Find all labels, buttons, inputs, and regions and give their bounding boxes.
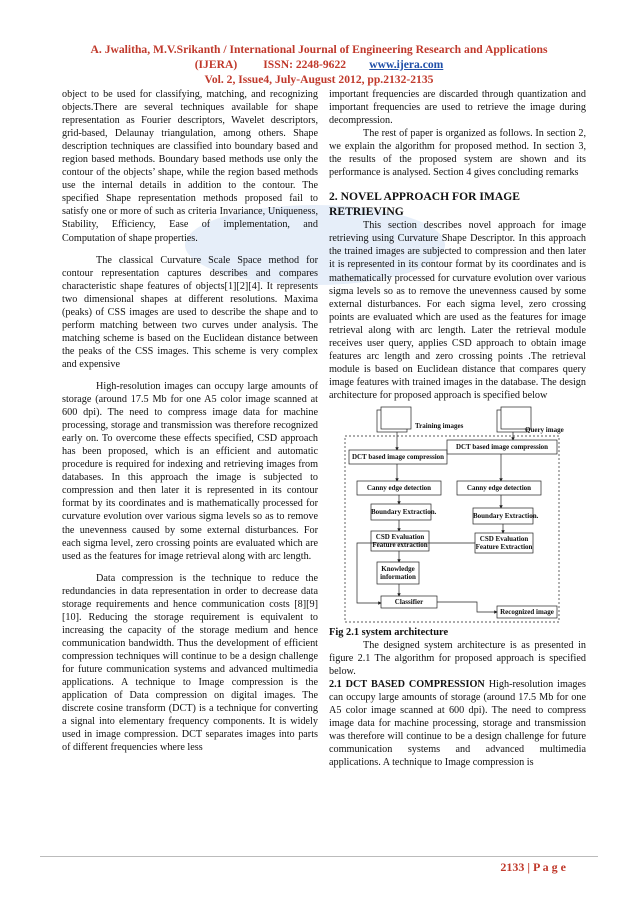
header-url-link[interactable]: www.ijera.com [369,58,444,71]
right-column [329,88,586,770]
section-2-heading: 2. NOVEL APPROACH FOR IMAGE RETRIEVING [329,190,520,219]
right-paragraph-2: The rest of paper is organized as follows. In section 2, we explain the algorithm for proposed method. In section 3, the results of the proposed system are shown and its performance is analysed. Section 4 gives concluding remarks [329,128,586,179]
classifier-label: Classifier [394,597,424,606]
header-issn: ISSN: 2248-9622 [263,58,347,71]
subsection-2-1-heading: 2.1 DCT BASED COMPRESSION [329,679,485,691]
right-paragraph-4: The designed system architecture is as presented in figure 2.1 The algorithm for proposed approach is specified below. [329,640,586,678]
training-image-stack-2 [381,407,411,429]
boundary-right-label: Boundary Extraction. [473,511,539,520]
footer-divider [40,856,598,857]
dct-right-label: DCT based image compression [455,442,549,451]
header-authors: A. Jwalitha, M.V.Srikanth / International Journal of Engineering Research and Applications [90,43,548,56]
left-paragraph-3: High-resolution images can occupy large amounts of storage (around 17.5 Mb for one A5 color image scanned at 600 dpi). The need to compress image data for machine processing, storage and transmission was therefore recognized early on. To overcome these effects specified, CSD approach has been proposed, which is an efficient and automatic procedure is required for indexing and retrieving images from databases. In this approach the image is subjected to compression and then later it is represented in its contour format by its coordinates and is mathematically processed for curvature evolution over various sigma levels so as to remove the unevenness caused by some external disturbances. For each sigma level, zero crossing points are evaluated which are used as the features for image retrieval along with arc length. [62,380,318,562]
left-column [62,88,318,754]
csd-left-label-2: Feature extraction [372,540,428,549]
canny-right-label: Canny edge detection [466,483,532,492]
knowledge-label-2: information [380,572,416,581]
dct-left-label: DCT based image compression [351,452,445,461]
left-paragraph-1: object to be used for classifying, matching, and recognizing objects.There are several techniques available for shape representation as Fourier descriptors, Wavelet descriptors, grid-based, Delaunay triangulation, among others. Shape description techniques are classified into boundary based and region based methods. Boundary based methods use only the contour of the objects’ shape, while the region based methods use the internal details in addition to the contour. The specified Shape representation methods proposed fail to satisfy one or more of such as criteria Invariance, Uniqueness, Stability, Efficiency, Ease of implementation, and Computation of shape properties. [62,89,318,244]
training-images-label: Training images [415,421,464,430]
csd-right-label-1: CSD Evaluation [479,534,529,543]
left-paragraph-4: Data compression is the technique to reduce the redundancies in data representation in order to decrease data storage requirements and hence communication costs [8][9][10]. Reducing the storage requirement is equivalent to increasing the capacity of the storage medium and hence communication bandwidth. Thus the development of efficient compression techniques will continue to be a design challenge for future communication systems and advanced multimedia applications. A technique to Image compression is the application of Data compression on digital images. The discrete cosine transform (DCT) is a technique for converting a signal into elementary frequency components. It is widely used in image compression. DCT separates images into parts of different frequencies where less [62,572,318,754]
canny-left-label: Canny edge detection [366,483,432,492]
page-number: 2133 | P a g e [500,860,566,874]
right-paragraph-3: This section describes novel approach for image retrieving using Curvature Shape Descriptor. In this approach the trained images are subjected to compression and then later it is represented in its contour format by its coordinates and is mathematically processed for curvature evolution over various sigma levels so as to remove the unevenness caused by some external disturbances. For each sigma level, zero crossing points are evaluated which are used as the features for image retrieval along with arc length. Later the retrieval module receives user query, applies CSD approach to obtain image features arc length and zero crossing points .The retrieval module is based on Euclidean distance that compares query image features with trained images in the database. The design architecture for proposed approach is specified below [329,220,586,401]
csd-right-label-2: Feature Extraction [475,542,533,551]
system-architecture-figure [337,406,565,624]
boundary-left-label: Boundary Extraction. [371,507,437,516]
journal-header [40,42,598,87]
recognized-image-label: Recognized image [500,607,554,616]
right-paragraph-5: High-resolution images can occupy large amounts of storage (around 17.5 Mb for one A5 color image scanned at 600 dpi). The need to compress image data for machine processing, storage and transmission was therefore will continue to be a design challenge for future communication systems and advanced multimedia applications. A technique to Image compression is [329,679,587,769]
csd-left-label-1: CSD Evaluation [375,532,425,541]
left-paragraph-2: The classical Curvature Scale Space method for contour representation captures describes and compares characteristic shape features of objects[1][2][4]. It represents two dimensional shapes at different resolutions. Maxima (peaks) of CSS images are used to describe the shape and to perform matching between two curves under analysis. The matching scheme is based on the Euclidean distance between the peaks of the CSS images. This scheme is very complex and expensive [62,254,318,370]
right-paragraph-1: important frequencies are discarded through quantization and important frequencies are used to retrieve the image during decompression. [329,89,586,127]
knowledge-label-1: Knowledge [381,564,415,573]
query-image-label: Query image [525,425,564,434]
header-journal-abbrev: (IJERA) [194,58,238,71]
figure-caption: Fig 2.1 system architecture [329,626,449,638]
header-volume: Vol. 2, Issue4, July-August 2012, pp.2132-2135 [204,73,434,86]
